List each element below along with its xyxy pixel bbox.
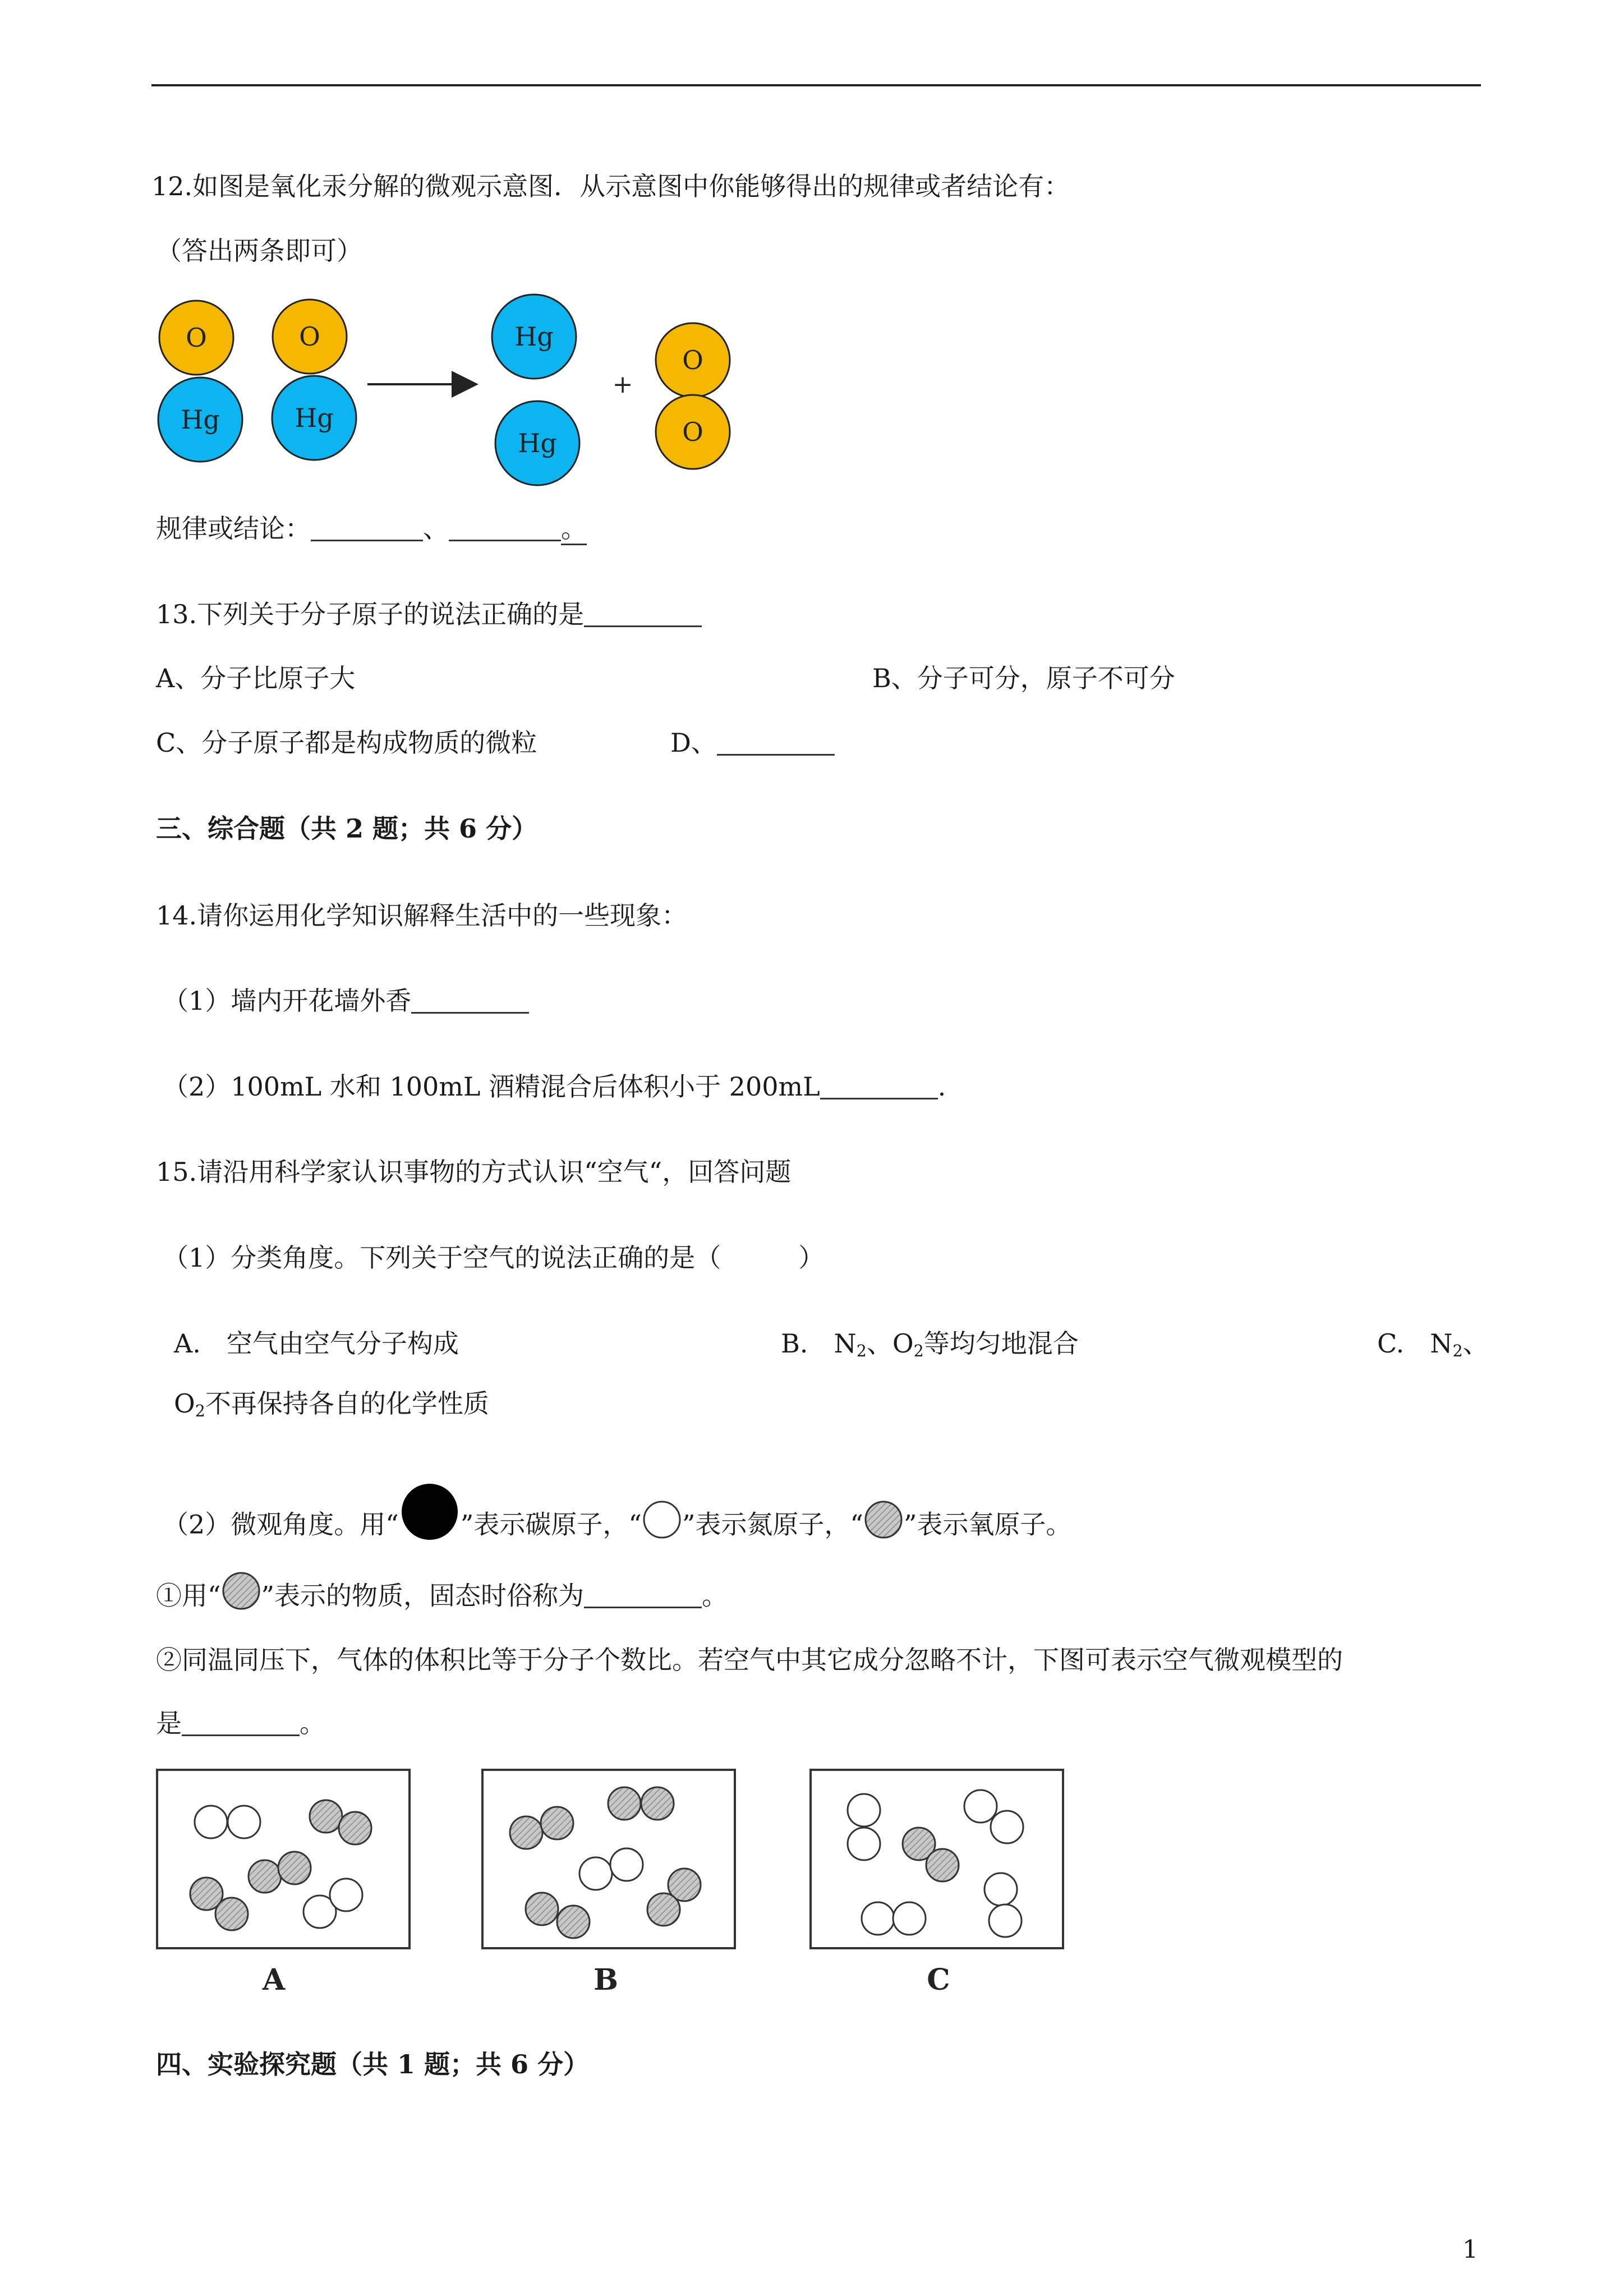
nitrogen-atom bbox=[991, 1811, 1023, 1843]
q14-part-1 bbox=[163, 986, 529, 1016]
carbon-atom-icon bbox=[399, 1484, 461, 1540]
q15-item-2-continued bbox=[156, 1708, 325, 1739]
oxygen-atom bbox=[249, 1860, 281, 1893]
q15-item-1 bbox=[156, 1571, 728, 1612]
nitrogen-atom bbox=[330, 1879, 362, 1911]
section-3-heading: 三、综合题（共 2 题；共 6 分） bbox=[156, 813, 538, 844]
air-model-box-c[interactable] bbox=[811, 1770, 1063, 1997]
section-4-heading: 四、实验探究题（共 1 题；共 6 分） bbox=[156, 2049, 590, 2079]
q15-item-1-end: 。 bbox=[702, 1580, 728, 1611]
q15-option-b-prefix: B. N bbox=[781, 1328, 857, 1359]
q15-text: 15.请沿用科学家认识事物的方式认识“空气“，回答问题 bbox=[156, 1157, 792, 1187]
nitrogen-atom bbox=[989, 1904, 1022, 1937]
subscript-2: 2 bbox=[1452, 1342, 1463, 1361]
q15-option-a: A. 空气由空气分子构成 bbox=[174, 1328, 459, 1359]
q15-option-b-suffix: 等均匀地混合 bbox=[923, 1328, 1079, 1359]
oxygen-atom bbox=[557, 1906, 590, 1938]
nitrogen-atom-icon bbox=[642, 1499, 682, 1540]
q13-option-a: A、分子比原子大 bbox=[156, 663, 356, 693]
oxygen-atom bbox=[641, 1787, 674, 1820]
nitrogen-atom bbox=[893, 1902, 926, 1935]
product-oxygen-molecule bbox=[656, 323, 730, 469]
oxygen-atom bbox=[510, 1816, 542, 1849]
q14-part-1-text: （1）墙内开花墙外香 bbox=[163, 986, 412, 1016]
air-model-box-a[interactable] bbox=[157, 1770, 410, 1997]
q15-part-2-b: ”表示碳原子，“ bbox=[460, 1509, 642, 1540]
q15-option-c-mid: 、 bbox=[1462, 1328, 1489, 1359]
nitrogen-atom bbox=[228, 1806, 260, 1838]
q15-item-1-a: ①用“ bbox=[156, 1580, 221, 1611]
box-label-a: A bbox=[262, 1963, 286, 1997]
q15-part-2-d: ”表示氧原子。 bbox=[903, 1509, 1072, 1540]
atom-label-o: O bbox=[299, 321, 320, 352]
nitrogen-atom bbox=[862, 1902, 894, 1935]
box-label-b: B bbox=[594, 1963, 618, 1997]
atom-label-hg: Hg bbox=[518, 428, 557, 458]
header-rule bbox=[151, 84, 1481, 86]
q13-question: 13.下列关于分子原子的说法正确的是 bbox=[156, 599, 585, 629]
plus-sign: + bbox=[612, 370, 633, 399]
reactant-molecule-1 bbox=[158, 301, 242, 462]
q15-part-1: （1）分类角度。下列关于空气的说法正确的是（ ） bbox=[163, 1243, 825, 1273]
atom-label-o: O bbox=[186, 323, 207, 353]
q15-option-c-line2-suffix: 不再保持各自的化学性质 bbox=[205, 1388, 489, 1419]
oxygen-atom bbox=[278, 1852, 311, 1884]
q13-answer-blank[interactable] bbox=[584, 600, 702, 627]
product-mercury-atom-1 bbox=[492, 295, 576, 379]
q15-item-2-end: 。 bbox=[300, 1708, 325, 1738]
q13-text bbox=[156, 599, 702, 630]
atom-label-o: O bbox=[682, 345, 703, 375]
q14-part-1-blank[interactable] bbox=[411, 986, 529, 1014]
q15-item-2-blank[interactable] bbox=[182, 1709, 300, 1736]
q12-answer-blank-2[interactable] bbox=[449, 514, 561, 541]
subscript-2: 2 bbox=[195, 1402, 205, 1421]
oxygen-atom bbox=[339, 1812, 371, 1844]
nitrogen-atom bbox=[984, 1873, 1017, 1906]
mercury-oxide-decomposition-diagram bbox=[151, 292, 724, 499]
q12-note: （答出两条即可） bbox=[156, 236, 362, 266]
nitrogen-atom bbox=[195, 1806, 227, 1838]
q12-answer-blank-1[interactable] bbox=[311, 514, 423, 541]
subscript-2: 2 bbox=[856, 1342, 867, 1361]
atom-label-hg: Hg bbox=[295, 403, 334, 433]
q15-item-1-b: ”表示的物质，固态时俗称为 bbox=[261, 1580, 585, 1611]
q15-item-2: ②同温同压下，气体的体积比等于分子个数比。若空气中其它成分忽略不计，下图可表示空气微观模型的 bbox=[156, 1645, 1343, 1675]
q13-option-d bbox=[670, 728, 835, 758]
oxygen-atom bbox=[541, 1807, 573, 1839]
q15-option-b-mid: 、O bbox=[866, 1328, 914, 1359]
q15-item-1-blank[interactable] bbox=[584, 1581, 702, 1608]
air-model-diagrams bbox=[154, 1767, 1085, 2008]
nitrogen-atom bbox=[610, 1848, 643, 1881]
q15-part-2-a: （2）微观角度。用“ bbox=[163, 1509, 399, 1540]
q14-part-2-blank[interactable] bbox=[820, 1072, 938, 1099]
q14-text: 14.请你运用化学知识解释生活中的一些现象： bbox=[156, 900, 688, 931]
q12-end: 。 bbox=[561, 513, 587, 545]
nitrogen-atom bbox=[848, 1828, 880, 1860]
q15-item-2-line2: 是 bbox=[156, 1708, 182, 1738]
oxygen-atom bbox=[310, 1800, 342, 1833]
subscript-2: 2 bbox=[913, 1342, 924, 1361]
q14-part-2-end: . bbox=[937, 1071, 946, 1102]
atom-label-o: O bbox=[682, 417, 703, 447]
q14-part-2 bbox=[163, 1071, 946, 1102]
q13-option-b: B、分子可分，原子不可分 bbox=[872, 663, 1175, 693]
q12-answer-line bbox=[156, 513, 587, 544]
oxygen-atom bbox=[926, 1849, 959, 1881]
q12-text: 12.如图是氧化汞分解的微观示意图．从示意图中你能够得出的规律或者结论有： bbox=[151, 171, 1070, 201]
reactant-molecule-2 bbox=[272, 300, 356, 460]
q15-option-b bbox=[781, 1328, 1079, 1361]
page-number: 1 bbox=[1462, 2235, 1478, 2264]
q14-part-2-text: （2）100mL 水和 100mL 酒精混合后体积小于 200mL bbox=[163, 1071, 820, 1102]
nitrogen-atom bbox=[579, 1857, 612, 1890]
q15-option-c-line2-prefix: O bbox=[174, 1388, 195, 1419]
atom-label-hg: Hg bbox=[514, 321, 554, 352]
oxygen-atom bbox=[608, 1787, 641, 1820]
q15-part-2 bbox=[163, 1484, 1071, 1540]
q12-answer-label: 规律或结论： bbox=[156, 513, 311, 544]
q13-option-d-blank[interactable] bbox=[717, 728, 835, 756]
q13-option-c: C、分子原子都是构成物质的微粒 bbox=[156, 728, 537, 758]
nitrogen-atom bbox=[964, 1790, 997, 1823]
nitrogen-atom bbox=[848, 1794, 880, 1826]
oxygen-atom bbox=[647, 1893, 680, 1926]
box-label-c: C bbox=[927, 1963, 950, 1997]
q13-option-d-label: D、 bbox=[670, 728, 717, 758]
oxygen-atom bbox=[215, 1898, 248, 1930]
oxygen-atom bbox=[526, 1893, 558, 1925]
q15-part-2-c: ”表示氮原子，“ bbox=[682, 1509, 863, 1540]
product-mercury-atom-2 bbox=[495, 401, 579, 485]
q15-option-c-continued bbox=[174, 1388, 489, 1421]
q12-separator: 、 bbox=[423, 513, 449, 544]
q15-option-c bbox=[1377, 1328, 1489, 1361]
atom-label-hg: Hg bbox=[181, 404, 220, 435]
q15-option-c-prefix: C. N bbox=[1377, 1328, 1453, 1359]
oxygen-atom-icon bbox=[863, 1499, 904, 1540]
air-model-box-b[interactable] bbox=[482, 1770, 735, 1997]
oxygen-atom-icon bbox=[221, 1571, 261, 1611]
